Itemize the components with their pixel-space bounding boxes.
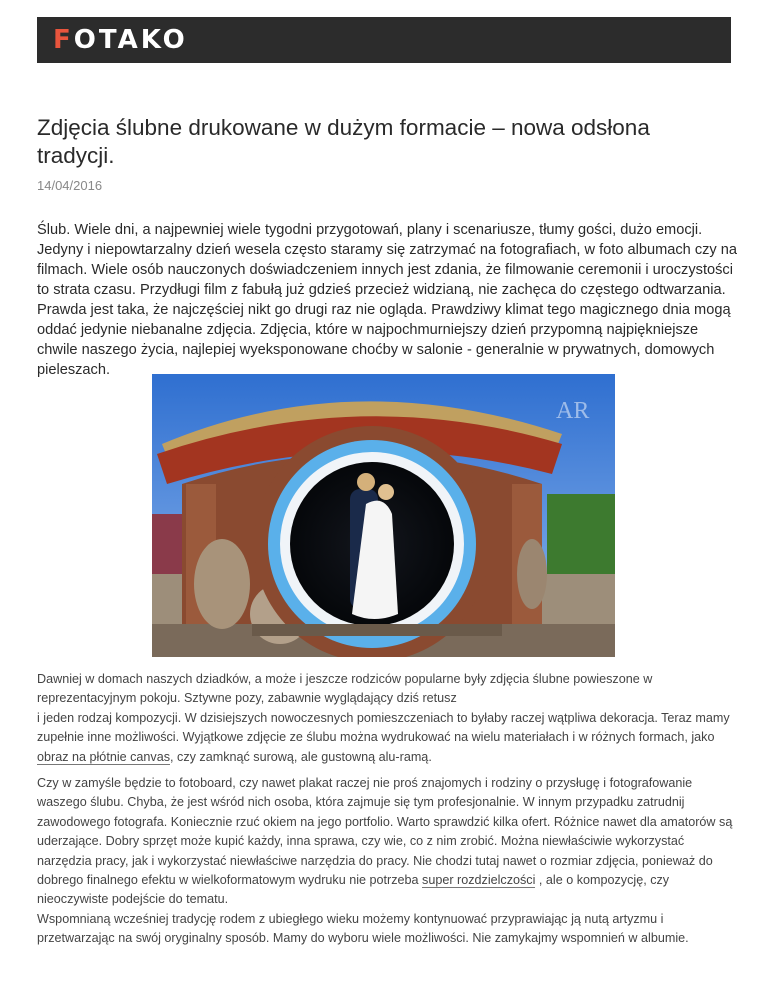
paragraph-2-text-a: Czy w zamyśle będzie to fotoboard, czy nawet plakat raczej nie proś znajomych i rodziny o przysługę i fotografowanie waszego ślubu. Chyba, że jest wśród nich osoba, która zajmuje się tym profesjonalnie. W innym przypadku zatrudnij zawodowego fotografa. Koniecznie rzuć okiem na jego portfolio. Warto sprawdzić kilka ofert. Różnice nawet dla amatorów są uderzające. Dobry sprzęt może kupić każdy, inna sprawa, czy wie, co z nim zrobić. Można niewłaściwie wykorzystać narzędzia pracy, jak i wykorzystać niewłaściwe narzędzia do pracy. Nie chodzi tutaj nawet o rozmiar zdjęcia, ponieważ do dobrego finalnego efektu w wielkoformatowym wydruku nie potrzeba	[37, 776, 733, 888]
high-resolution-link[interactable]: super rozdzielczości	[422, 873, 536, 888]
article-title: Zdjęcia ślubne drukowane w dużym formacie – nowa odsłona tradycji.	[37, 115, 650, 168]
canvas-print-link[interactable]: obraz na płótnie canvas	[37, 749, 171, 764]
article-intro: Ślub. Wiele dni, a najpewniej wiele tygodni przygotowań, plany i scenariusze, tłumy gości, dużo emocji. Jedyny i niepowtarzalny dzień wesela często staramy się zatrzymać na fotografiach, w foto albumach czy na filmach. Wiele osób nauczonych doświadczeniem innych jest zdania, że filmowanie ceremonii i uroczystości to strata czasu. Przydługi film z fabułą już gdzieś przecież widzianą, nie zachęca do częstego odtwarzania. Prawda jest taka, że najczęściej nikt go drugi raz nie ogląda. Prawdziwy klimat tego magicznego dnia mogą oddać jedynie niebanalne zdjęcia. Zdjęcia, które w najpochmurniejszy dzień przypomną najpiękniejsze chwile naszego życia, najlepiej wyeksponowane choćby w salonie - generalnie w prywatnych, domowych pieleszach.	[37, 222, 738, 378]
article-paragraph-3: Wspomnianą wcześniej tradycję rodem z ubiegłego wieku możemy kontynuować przyprawiając ją nutą artyzmu i przetwarzając na swój oryginalny sposób. Mamy do wyboru wiele możliwości. Nie zamykajmy wspomnień w albumie.	[37, 912, 689, 946]
article-date: 14/04/2016	[37, 178, 103, 193]
paragraph-1-text-a: Dawniej w domach naszych dziadków, a może i jeszcze rodziców popularne były zdjęcia ślubne powieszone w reprezentacyjnym pokoju. Sztywne pozy, zabawnie wyglądający dziś retusz	[37, 672, 653, 706]
logo-text: OTAKO	[73, 25, 188, 55]
logo-letter-f: F	[53, 25, 74, 55]
wedding-photo-image	[152, 374, 615, 657]
article-paragraph-1	[37, 670, 737, 767]
wedding-photo	[152, 374, 615, 657]
paragraph-1-text-c: , czy zamknąć surową, ale gustowną alu-ramą.	[170, 749, 432, 764]
paragraph-1-text-b: i jeden rodzaj kompozycji. W dzisiejszych nowoczesnych pomieszczeniach to byłaby raczej wątpliwa dekoracja. Teraz mamy zupełnie inne możliwości. Wyjątkowe zdjęcie ze ślubu można wydrukować na wielu materiałach i w różnych formach, jako	[37, 710, 730, 745]
site-header	[37, 17, 731, 63]
photo-watermark: AR	[556, 398, 590, 424]
article-paragraph-2	[37, 774, 737, 910]
paragraph-2-text-b: , ale o kompozycję, czy nieoczywiste podejście do tematu.	[37, 873, 670, 907]
fotako-logo[interactable]	[53, 27, 188, 53]
